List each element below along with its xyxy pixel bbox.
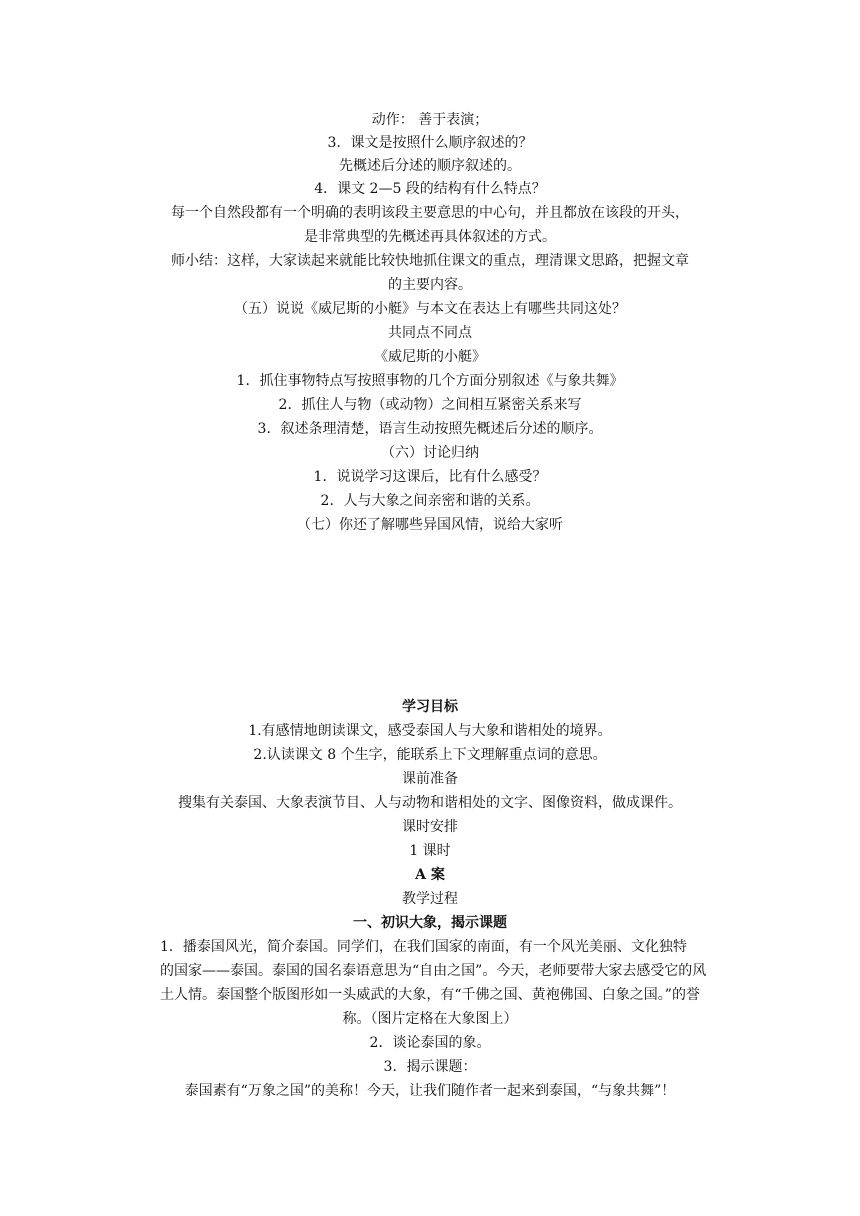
text-line: 3．课文是按照什么顺序叙述的？ — [327, 135, 533, 151]
goal-item: 1.有感情地朗读课文，感受泰国人与大象和谐相处的境界。 — [248, 723, 612, 739]
heading-step1: 一、初识大象，揭示课题 — [353, 915, 507, 931]
closing-line: 泰国素有“万象之国”的美称！今天，让我们随作者一起来到泰国，“与象共舞”！ — [184, 1083, 676, 1099]
text-line: 先概述后分述的顺序叙述的。 — [339, 158, 521, 174]
schedule-text: 1 课时 — [409, 843, 451, 859]
section-heading: （五）说说《威尼斯的小艇》与本文在表达上有哪些共同这处？ — [234, 301, 626, 317]
text-line: 2．抓住人与物（或动物）之间相互紧密关系来写 — [278, 397, 582, 413]
heading-process: 教学过程 — [402, 891, 458, 907]
paragraph-line: 1．播泰国风光，简介泰国。同学们，在我们国家的南面，有一个风光美丽、文化独特 — [160, 939, 687, 955]
text-line: 共同点不同点 — [388, 325, 472, 341]
text-line: 《威尼斯的小艇》 — [374, 349, 486, 365]
text-line: 1．抓住事物特点写按照事物的几个方面分别叙述《与象共舞》 — [236, 373, 624, 389]
text-line: 1．说说学习这课后，比有什么感受？ — [313, 469, 547, 485]
text-line: 动作： 善于表演； — [371, 112, 489, 128]
text-line: 的主要内容。 — [388, 277, 472, 293]
goal-item: 2.认读课文 8 个生字，能联系上下文理解重点词的意思。 — [253, 747, 607, 763]
paragraph-line: 的国家——泰国。泰国的国名泰语意思为“自由之国”。今天，老师要带大家去感受它的风 — [160, 963, 707, 979]
heading-goals: 学习目标 — [402, 699, 458, 715]
text-line: 2．人与大象之间亲密和谐的关系。 — [320, 493, 540, 509]
text-line: 每一个自然段都有一个明确的表明该段主要意思的中心句，并且都放在该段的开头， — [171, 205, 689, 221]
text-line: 3．叙述条理清楚，语言生动按照先概述后分述的顺序。 — [257, 421, 603, 437]
heading-plan: A 案 — [415, 867, 445, 883]
section-heading: （六）讨论归纳 — [381, 445, 479, 461]
prep-text: 搜集有关泰国、大象表演节目、人与动物和谐相处的文字、图像资料，做成课件。 — [178, 795, 682, 811]
text-line: 4．课文 2—5 段的结构有什么特点？ — [314, 181, 546, 197]
text-line: 是非常典型的先概述再具体叙述的方式。 — [304, 229, 556, 245]
section-heading: （七）你还了解哪些异国风情，说给大家听 — [297, 517, 563, 533]
text-line: 师小结：这样，大家读起来就能比较快地抓住课文的重点，理清课文思路，把握文章 — [171, 253, 689, 269]
heading-prep: 课前准备 — [402, 771, 458, 787]
heading-schedule: 课时安排 — [402, 819, 458, 835]
list-item: 2．谈论泰国的象。 — [369, 1035, 491, 1051]
paragraph-line: 土人情。泰国整个版图形如一头威武的大象，有“千佛之国、黄袍佛国、白象之国。”的誉 — [160, 987, 700, 1003]
paragraph-line: 称。（图片定格在大象图上） — [342, 1011, 518, 1027]
list-item: 3．揭示课题： — [383, 1059, 477, 1075]
